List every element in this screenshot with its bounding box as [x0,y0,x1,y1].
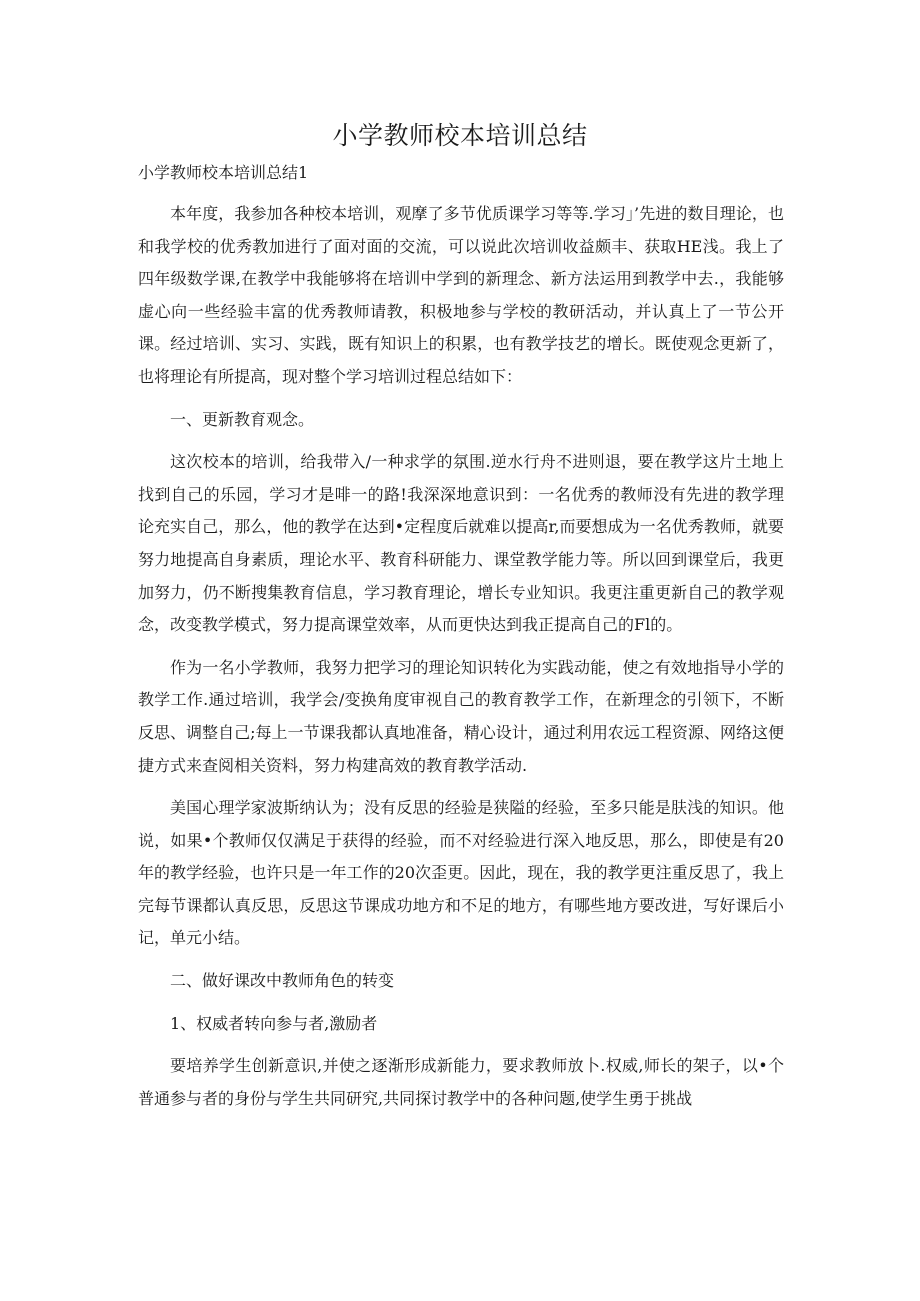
paragraph-learning: 这次校本的培训，给我带入/一种求学的氛围.逆水行舟不进则退，要在教学这片土地上找到自己的乐园，学习才是啡一的路!我深深地意识到：一名优秀的教师没有先进的教学理论充实自己，那么，他的教学在达到•定程度后就难以提高r,而要想成为一名优秀教师，就要努力地提高自身素质，理论水平、教育科研能力、课堂教学能力等。所以回到课堂后，我更加努力，仍不断搜集教育信息，学习教育理论，增长专业知识。我更注重更新自己的教学观念，改变教学模式，努力提高课堂效率，从而更快达到我正提高自己的Fl的。 [138,452,784,635]
paragraph-practice: 作为一名小学教师，我努力把学习的理论知识转化为实践动能，使之有效地指导小学的教学工作.通过培训，我学会/变换角度审视自己的教育教学工作，在新理念的引领下，不断反思、调整自己;每上一节课我都认真地准备，精心设计，通过利用农远工程资源、网络这便捷方式来查阅相关资料，努力构建高效的教育教学活动. [138,657,784,775]
paragraph-intro: 本年度，我参加各种校本培训，观摩了多节优质课学习等等.学习」’先进的数目理论，也和我学校的优秀教加进行了面对面的交流，可以说此次培训收益颇丰、获取HE浅。我上了四年级数学课,在教学中我能够将在培训中学到的新理念、新方法运用到教学中去.，我能够虚心向一些经验丰富的优秀教师请教，积极地参与学校的教研活动，并认真上了一节公开课。经过培训、实习、实践，既有知识上的积累，也有教学技艺的增长。既使观念更新了，也将理论有所提高，现对整个学习培训过程总结如下： [138,204,784,386]
document-subtitle: 小学教师校本培训总结1 [138,163,309,182]
section-heading-1: 一、更新教育观念。 [170,409,315,429]
section-heading-2: 二、做好课改中教师角色的转变 [170,971,395,991]
subsection-heading-1: 1、权威者转向参与者,激励者 [170,1013,378,1033]
paragraph-reflection: 美国心理学家波斯纳认为；没有反思的经验是狭隘的经验，至多只能是肤浅的知识。他说，如果•个教师仅仅满足于获得的经验，而不对经验进行深入地反思，那么，即使是有20年的教学经验，也许只是一年工作的20次歪更。因此，现在，我的教学更注重反思了，我上完每节课都认真反思，反思这节课成功地方和不足的地方，有哪些地方要改进，写好课后小记，单元小结。 [138,798,784,948]
paragraph-role-change: 要培养学生创新意识,并使之逐渐形成新能力，要求教师放卜.权威,师长的架子，以•个普通参与者的身份与学生共同研究,共同探讨教学中的各种问题,使学生勇于挑战 [138,1056,784,1108]
document-body [138,158,784,1115]
document-title: 小学教师校本培训总结 [332,121,588,150]
